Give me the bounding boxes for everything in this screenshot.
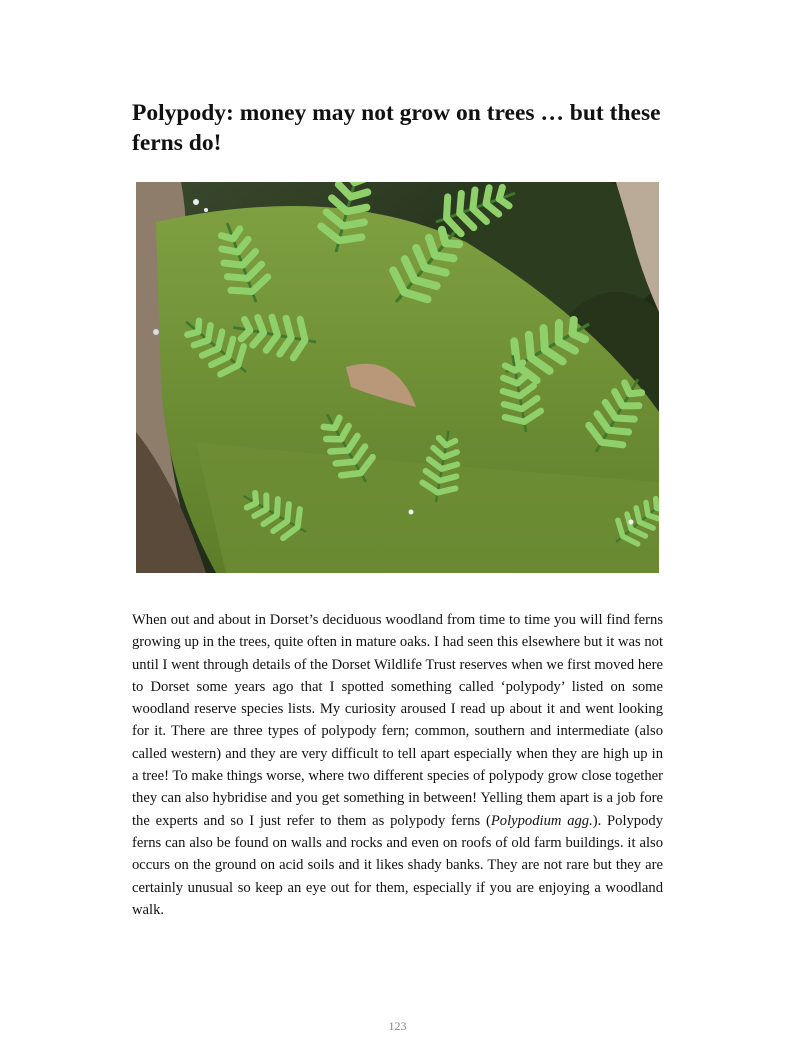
article-body [132, 609, 663, 921]
body-text-part: When out and about in Dorset’s deciduous woodland from time to time you will find ferns growing up in the trees, quite often in mature oaks. I had seen this elsewhere but it was not until I went through details of the Dorset Wildlife Trust reserves when we first moved here to Dorset some years ago that I spotted something called ‘polypody’ listed on some woodland reserve species lists. My curiosity aroused I read up about it and went looking for it. There are three types of polypody fern; common, southern and intermediate (also called western) and they are very difficult to tell apart especially when they are high up in a tree! To make things worse, where two different species of polypody grow close together they can also hybridise and you get something in between! Yelling them apart is a job fore the experts and so I just refer to them as polypody ferns ( [132, 612, 663, 829]
fern-photo [136, 182, 659, 573]
body-text-part: ). Polypody ferns can also be found on walls and rocks and even on roofs of old farm buildings. it also occurs on the ground on acid soils and it likes shady banks. They are not rare but they are certainly unusual so keep an eye out for them, especially if you are enjoying a woodland walk. [132, 812, 663, 918]
article-title: Polypody: money may not grow on trees … but these ferns do! [132, 100, 661, 156]
scientific-name: Polypodium agg. [490, 812, 593, 829]
page-number: 123 [388, 1019, 407, 1033]
